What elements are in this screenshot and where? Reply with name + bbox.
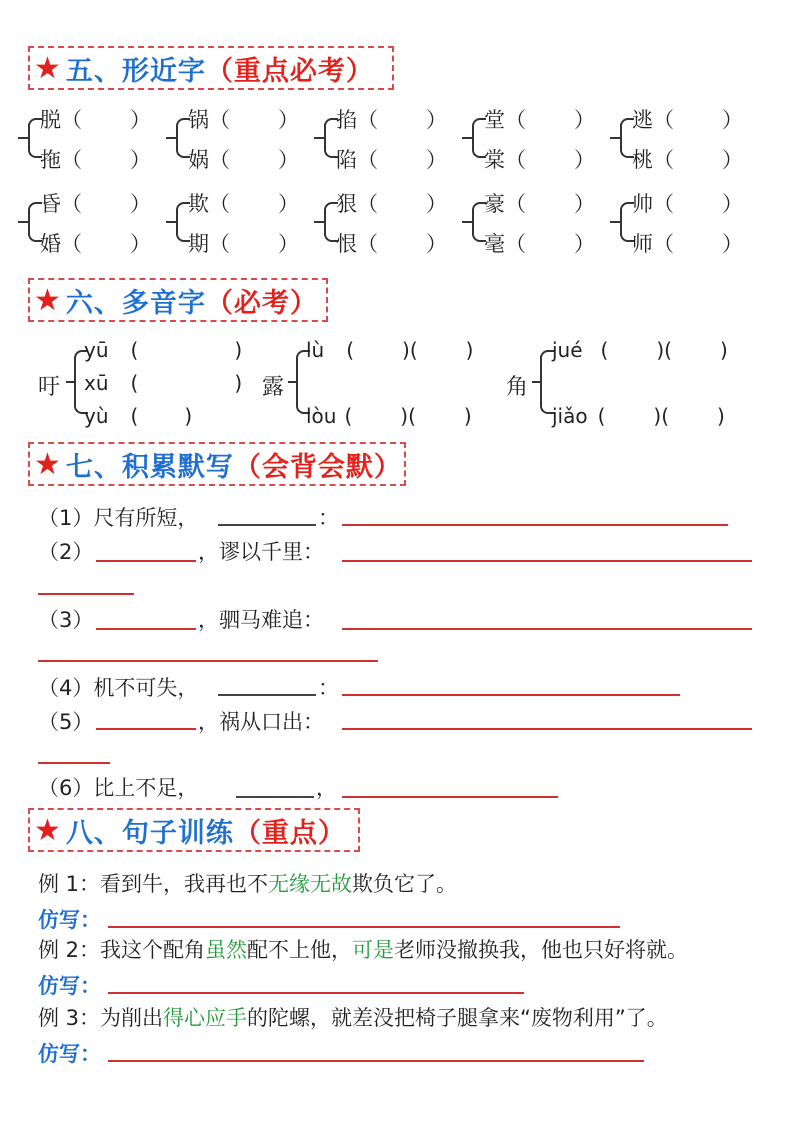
answer-paren[interactable]: （ ） [357, 192, 449, 216]
pair-char-bottom [188, 228, 301, 258]
polyphone-char-xu: 吁 [38, 375, 61, 400]
char: 婚 [40, 232, 61, 256]
section-8-header [28, 808, 360, 852]
answer-paren[interactable]: （ ） [209, 232, 301, 256]
recite-row-6: （6）比上不足， [38, 776, 199, 800]
pair-char-bottom [336, 228, 449, 258]
pair-brace-tick [314, 137, 324, 139]
pair-char-bottom [40, 144, 153, 174]
pair-char-bottom [484, 228, 597, 258]
example-1: 例 1：看到牛，我再也不无缘无故欺负它了。 [38, 872, 458, 896]
pair-char-bottom [632, 144, 745, 174]
example-2: 例 2：我这个配角虽然配不上他，可是老师没撤换我，他也只好将就。 [38, 938, 689, 962]
section-8-note: （重点） [233, 817, 346, 849]
answer-line[interactable] [342, 560, 752, 562]
polyphone-char-lu: 露 [262, 375, 285, 400]
recite-row-2-num: （2） [38, 540, 94, 564]
blank-line[interactable] [218, 694, 316, 696]
blank-line[interactable] [218, 524, 316, 526]
section-7-header [28, 442, 406, 486]
answer-paren[interactable]: （ ） [505, 148, 597, 172]
pair-char-top [632, 104, 745, 134]
section-5-title: 五、形近字 [65, 55, 206, 87]
pair-char-top [40, 104, 153, 134]
char: 陷 [336, 148, 357, 172]
answer-line[interactable] [342, 694, 680, 696]
imitate-line-1[interactable] [108, 926, 620, 928]
brace-tick [66, 381, 76, 383]
section-8-title: 八、句子训练 [65, 817, 234, 849]
char: 恨 [336, 232, 357, 256]
char: 堂 [484, 108, 505, 132]
answer-line[interactable] [342, 628, 752, 630]
recite-row-3-text: ，驷马难追： [198, 608, 324, 632]
answer-paren[interactable]: （ ） [653, 108, 745, 132]
pair-brace-tick [462, 221, 472, 223]
answer-paren[interactable]: （ ） [61, 148, 153, 172]
char: 逃 [632, 108, 653, 132]
reading-xu-1: yū ( ) [84, 338, 243, 362]
answer-line[interactable] [342, 728, 752, 730]
pair-brace-tick [18, 221, 28, 223]
char: 帅 [632, 192, 653, 216]
recite-row-3-num: （3） [38, 608, 94, 632]
pair-char-top [336, 188, 449, 218]
pair-char-bottom [632, 228, 745, 258]
pair-char-bottom [188, 144, 301, 174]
pair-brace-tick [610, 221, 620, 223]
char: 豪 [484, 192, 505, 216]
colon: ： [318, 506, 339, 530]
pair-char-top [188, 104, 301, 134]
pair-brace-tick [314, 221, 324, 223]
answer-paren[interactable]: （ ） [505, 108, 597, 132]
section-6-header [28, 278, 328, 322]
answer-paren[interactable]: （ ） [209, 108, 301, 132]
answer-paren[interactable]: （ ） [357, 148, 449, 172]
section-6-title: 六、多音字 [65, 287, 206, 319]
char: 掐 [336, 108, 357, 132]
pair-char-bottom [484, 144, 597, 174]
answer-paren[interactable]: （ ） [209, 192, 301, 216]
comma: ， [316, 776, 337, 800]
section-6-note: （必考） [205, 287, 318, 319]
char: 期 [188, 232, 209, 256]
brace-tick [288, 381, 298, 383]
blank-line[interactable] [96, 560, 196, 562]
reading-xu-3: yù ( ) [84, 404, 193, 428]
pair-brace-tick [18, 137, 28, 139]
pair-brace-tick [166, 221, 176, 223]
section-5-note: （重点必考） [205, 55, 374, 87]
section-5-header [28, 46, 394, 90]
char: 娲 [188, 148, 209, 172]
pair-brace-tick [610, 137, 620, 139]
section-7-title: 七、积累默写 [65, 451, 234, 483]
char: 锅 [188, 108, 209, 132]
imitate-label-1: 仿写： [38, 908, 101, 932]
imitate-label-2: 仿写： [38, 974, 101, 998]
reading-jiao-1: jué ( )( ) [552, 338, 728, 362]
answer-paren[interactable]: （ ） [357, 108, 449, 132]
answer-paren[interactable]: （ ） [61, 192, 153, 216]
answer-line[interactable] [38, 593, 134, 595]
star-icon: ★ [34, 282, 62, 318]
answer-paren[interactable]: （ ） [653, 148, 745, 172]
char: 桃 [632, 148, 653, 172]
pair-char-top [484, 188, 597, 218]
pair-brace-tick [166, 137, 176, 139]
answer-paren[interactable]: （ ） [61, 108, 153, 132]
example-3: 例 3：为削出得心应手的陀螺，就差没把椅子腿拿来“废物利用”了。 [38, 1006, 668, 1030]
recite-row-5-text: ，祸从口出： [198, 710, 324, 734]
pair-brace-tick [462, 137, 472, 139]
recite-row-5-num: （5） [38, 710, 94, 734]
pair-char-top [188, 188, 301, 218]
pair-char-top [336, 104, 449, 134]
reading-jiao-2: jiǎo ( )( ) [552, 404, 725, 428]
answer-paren[interactable]: （ ） [653, 192, 745, 216]
answer-paren[interactable]: （ ） [209, 148, 301, 172]
char: 昏 [40, 192, 61, 216]
star-icon: ★ [34, 446, 62, 482]
imitate-line-2[interactable] [108, 992, 524, 994]
colon: ： [318, 676, 339, 700]
pair-char-top [40, 188, 153, 218]
brace-tick [532, 381, 542, 383]
pair-char-top [632, 188, 745, 218]
section-7-note: （会背会默） [233, 451, 402, 483]
answer-paren[interactable]: （ ） [505, 192, 597, 216]
pair-char-top [484, 104, 597, 134]
blank-line[interactable] [236, 796, 314, 798]
char: 拖 [40, 148, 61, 172]
answer-paren[interactable]: （ ） [505, 232, 597, 256]
star-icon: ★ [34, 812, 62, 848]
char: 脱 [40, 108, 61, 132]
char: 棠 [484, 148, 505, 172]
answer-line[interactable] [342, 796, 558, 798]
reading-xu-2: xū ( ) [84, 371, 243, 395]
reading-lu-2: lòu ( )( ) [306, 404, 472, 428]
pair-char-bottom [336, 144, 449, 174]
recite-row-4: （4）机不可失， [38, 676, 199, 700]
blank-line[interactable] [96, 728, 196, 730]
char: 师 [632, 232, 653, 256]
blank-line[interactable] [96, 628, 196, 630]
answer-line[interactable] [342, 524, 728, 526]
char: 狠 [336, 192, 357, 216]
star-icon: ★ [34, 50, 62, 86]
polyphone-char-jiao: 角 [506, 375, 529, 400]
char: 欺 [188, 192, 209, 216]
recite-row-2-text: ，谬以千里： [198, 540, 324, 564]
answer-line[interactable] [38, 660, 378, 662]
answer-paren[interactable]: （ ） [61, 232, 153, 256]
answer-line[interactable] [38, 762, 110, 764]
answer-paren[interactable]: （ ） [653, 232, 745, 256]
char: 毫 [484, 232, 505, 256]
pair-char-bottom [40, 228, 153, 258]
answer-paren[interactable]: （ ） [357, 232, 449, 256]
imitate-label-3: 仿写： [38, 1042, 101, 1066]
imitate-line-3[interactable] [108, 1060, 644, 1062]
recite-row-1: （1）尺有所短， [38, 506, 199, 530]
reading-lu-1: lù ( )( ) [306, 338, 474, 362]
